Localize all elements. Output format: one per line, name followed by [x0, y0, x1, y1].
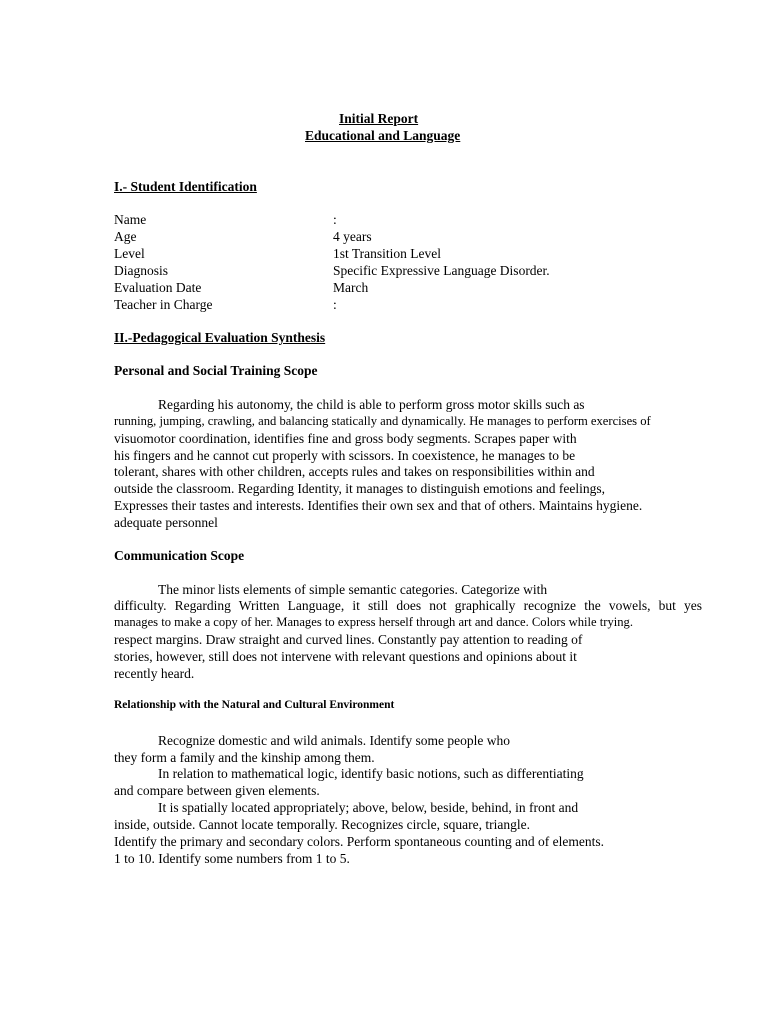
paragraph-line: recently heard. — [114, 666, 195, 681]
paragraph-line: inside, outside. Cannot locate temporally. Recognizes circle, square, triangle. — [114, 817, 530, 832]
paragraph-line: It is spatially located appropriately; above, below, beside, behind, in front and — [158, 800, 579, 815]
paragraph-line: they form a family and the kinship among them. — [114, 750, 375, 765]
paragraph-line: his fingers and he cannot cut properly with scissors. In coexistence, he manages to be — [114, 448, 576, 463]
field-label-age: Age — [114, 229, 137, 244]
paragraph-line: visuomotor coordination, identifies fine and gross body segments. Scrapes paper with — [114, 431, 577, 446]
paragraph-line: manages to make a copy of her. Manages to express herself through art and dance. Colors while trying. — [114, 615, 633, 629]
paragraph-line: respect margins. Draw straight and curved lines. Constantly pay attention to reading of — [114, 632, 583, 647]
paragraph-line: adequate personnel — [114, 515, 218, 530]
subsection-heading-environment: Relationship with the Natural and Cultural Environment — [114, 699, 395, 711]
report-title: Initial Report — [339, 111, 419, 126]
field-value-evaluation-date: March — [333, 280, 369, 295]
field-value-diagnosis: Specific Expressive Language Disorder. — [333, 263, 550, 278]
field-value-level: 1st Transition Level — [333, 246, 442, 261]
paragraph-line: tolerant, shares with other children, accepts rules and takes on responsibilities within and — [114, 464, 595, 479]
paragraph-line: 1 to 10. Identify some numbers from 1 to 5. — [114, 851, 350, 866]
report-subtitle: Educational and Language — [305, 128, 461, 143]
field-label-teacher: Teacher in Charge — [114, 297, 213, 312]
field-value-age: 4 years — [333, 229, 372, 244]
section-heading-pedagogical-evaluation: II.-Pedagogical Evaluation Synthesis — [114, 330, 326, 345]
paragraph-line: Identify the primary and secondary colors. Perform spontaneous counting and of elements. — [114, 834, 604, 849]
paragraph-line: The minor lists elements of simple semantic categories. Categorize with — [158, 582, 548, 597]
field-label-name: Name — [114, 212, 147, 227]
field-label-level: Level — [114, 246, 145, 261]
subsection-heading-personal-social: Personal and Social Training Scope — [114, 363, 318, 378]
paragraph-line: Regarding his autonomy, the child is able to perform gross motor skills such as — [158, 397, 585, 412]
paragraph-line: In relation to mathematical logic, identify basic notions, such as differentiating — [158, 766, 584, 781]
paragraph-line: stories, however, still does not intervene with relevant questions and opinions about it — [114, 649, 577, 664]
paragraph-line: outside the classroom. Regarding Identity, it manages to distinguish emotions and feelings, — [114, 481, 606, 496]
section-heading-student-identification: I.- Student Identification — [114, 179, 257, 194]
paragraph-line: Recognize domestic and wild animals. Identify some people who — [158, 733, 511, 748]
paragraph-line: Expresses their tastes and interests. Identifies their own sex and that of others. Maintains hygiene. — [114, 498, 643, 513]
paragraph-line: difficulty. Regarding Written Language, it still does not graphically recognize the vowels, but yes — [114, 598, 702, 613]
field-value-name: : — [333, 212, 337, 227]
paragraph-line: running, jumping, crawling, and balancing statically and dynamically. He manages to perform exercises of — [114, 414, 651, 428]
field-label-diagnosis: Diagnosis — [114, 263, 168, 278]
field-value-teacher: : — [333, 297, 337, 312]
subsection-heading-communication: Communication Scope — [114, 548, 245, 563]
paragraph-line: and compare between given elements. — [114, 783, 320, 798]
field-label-evaluation-date: Evaluation Date — [114, 280, 202, 295]
